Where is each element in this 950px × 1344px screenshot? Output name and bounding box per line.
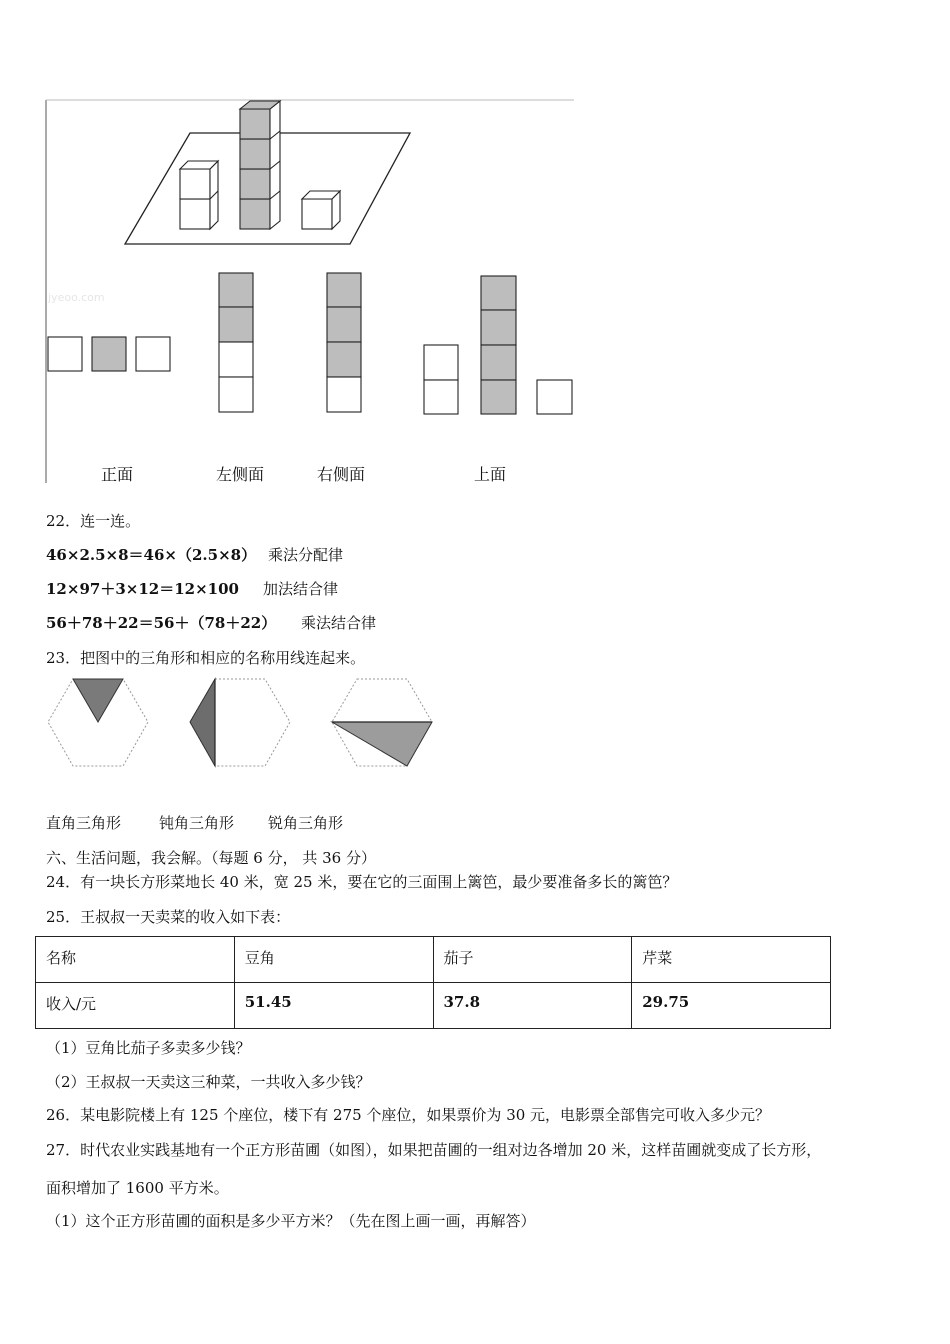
watermark: jyeoo.com [48,291,105,304]
q24-text: 24．有一块长方形菜地长 40 米，宽 25 米，要在它的三面围上篱笆，最少要准备多长的篱笆？ [46,873,678,891]
q22-law-3: 乘法结合律 [301,614,377,632]
table-row [36,983,831,1029]
q25-title: 25．王叔叔一天卖菜的收入如下表： [46,908,291,926]
q22-expr-3: 56＋78＋22＝56＋（78＋22） [46,614,277,632]
q22-law-1: 乘法分配律 [268,546,344,564]
q22-law-2: 加法结合律 [263,580,339,598]
name-obtuse-triangle: 钝角三角形 [159,814,235,832]
name-acute-triangle: 锐角三角形 [268,814,344,832]
label-left-view: 左侧面 [216,465,265,484]
income-table [35,936,831,1029]
q22-title: 22．连一连。 [46,512,141,530]
table-header-cell: 茄子 [433,937,632,983]
q27-text-1: 27．时代农业实践基地有一个正方形苗圃（如图），如果把苗圃的一组对边各增加 20 米，这样苗圃就变成了长方形， [46,1141,822,1159]
section-6-heading: 六、生活问题，我会解。（每题 6 分， 共 36 分） [46,849,376,867]
cube-views-figure [40,95,580,490]
hexagon-triangles-figure [44,674,439,772]
q22-expr-2: 12×97＋3×12＝12×100 [46,580,239,598]
label-top-view: 上面 [474,465,507,484]
q27-text-2: 面积增加了 1600 平方米。 [46,1179,229,1197]
q22-expr-1: 46×2.5×8＝46×（2.5×8） [46,546,257,564]
table-cell: 51.45 [234,983,433,1029]
q23-title: 23．把图中的三角形和相应的名称用线连起来。 [46,649,366,667]
table-header-cell: 名称 [36,937,235,983]
table-cell: 收入/元 [36,983,235,1029]
table-cell: 29.75 [632,983,831,1029]
table-row [36,937,831,983]
table-cell: 37.8 [433,983,632,1029]
table-header-cell: 芹菜 [632,937,831,983]
q27-sub-1: （1）这个正方形苗圃的面积是多少平方米？（先在图上画一画，再解答） [46,1212,536,1230]
table-header-cell: 豆角 [234,937,433,983]
name-right-triangle: 直角三角形 [46,814,122,832]
q26-text: 26．某电影院楼上有 125 个座位，楼下有 275 个座位，如果票价为 30 元，电影票全部售完可收入多少元？ [46,1106,771,1124]
label-right-view: 右侧面 [317,465,366,484]
q25-sub-1: （1）豆角比茄子多卖多少钱？ [46,1039,251,1057]
q25-sub-2: （2）王叔叔一天卖这三种菜，一共收入多少钱？ [46,1073,371,1091]
label-front-view: 正面 [101,465,134,484]
